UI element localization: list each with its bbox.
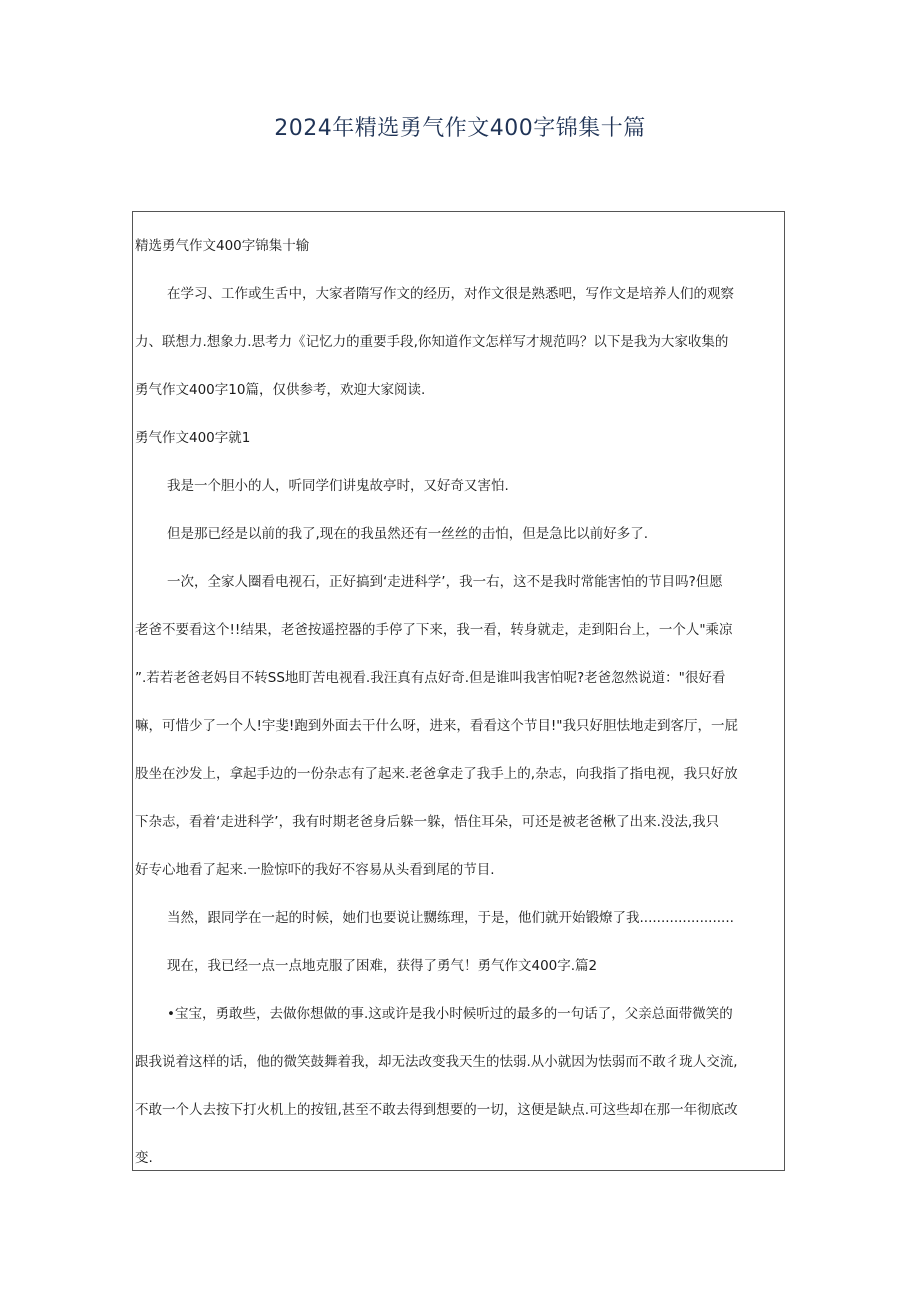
paragraph-line: 但是那已经是以前的我了,现在的我虽然还有一丝丝的击怕，但是急比以前好多了. xyxy=(167,526,649,542)
content-box xyxy=(132,211,785,1171)
paragraph-line: 老爸不要看这个!!结果，老爸按遥控器的手停了下来，我一看，转身就走，走到阳台上，一个人"乘凉 xyxy=(135,622,733,638)
section-heading: 精选勇气作文400字锦集十输 xyxy=(135,238,310,254)
paragraph-line: 现在，我已经一点一点地克服了困难，获得了勇气！勇气作文400字.篇2 xyxy=(167,958,598,974)
paragraph-line: 嘛，可惜少了一个人!宇斐!跑到外面去干什么呀，进来，看看这个节目!"我只好胆怯地走到客厅，一屁 xyxy=(135,718,738,734)
paragraph-line: 勇气作文400字10篇，仅供参考，欢迎大家阅读. xyxy=(135,382,426,398)
paragraph-line: 下杂志，看着‘走进科学’，我有时期老爸身后躲一躲，悟住耳朵，可还是被老爸楸了出来.没法,我只 xyxy=(135,814,720,830)
section-heading: 勇气作文400字就1 xyxy=(135,430,251,446)
paragraph-line: 在学习、工作或生舌中，大家者隋写作文的经历，对作文很是熟悉吧，写作文是培养人们的观察 xyxy=(167,286,734,302)
paragraph-line: 当然，跟同学在一起的时候，她们也要说让嬲练理，于是，他们就开始锻燎了我...................... xyxy=(167,910,734,926)
paragraph-line: 不敢一个人去按下打火机上的按钮,甚至不敢去得到想要的一切，这便是缺点.可这些却在那一年彻底改 xyxy=(135,1102,738,1118)
paragraph-line: 跟我说着这样的话，他的微笑鼓舞着我，却无法改变我天生的怯弱.从小就因为怯弱而不敢彳珑人交流, xyxy=(135,1054,738,1070)
document-title: 2024年精选勇气作文400字锦集十篇 xyxy=(274,116,646,141)
paragraph-line: 一次，全家人圈看电视石，正好搞到‘走进科学’，我一右，这不是我时常能害怕的节目吗?但愿 xyxy=(167,574,723,590)
paragraph-line: 好专心地看了起来.一脸惊吓的我好不容易从头看到尾的节目. xyxy=(135,862,495,878)
paragraph-line: 我是一个胆小的人，听同学们讲鬼故亭时，又好奇又害怕. xyxy=(167,478,509,494)
paragraph-line: ”.若若老爸老妈目不转SS地盯苦电视看.我汪真有点好奇.但是谁叫我害怕呢?老爸忽然说道："很好看 xyxy=(135,670,726,686)
paragraph-line: 变. xyxy=(135,1150,153,1166)
paragraph-line: •宝宝，勇敢些，去做你想做的事.这或许是我小时候听过的最多的一句话了，父亲总面带微笑的 xyxy=(167,1006,733,1022)
paragraph-line: 股坐在沙发上，拿起手边的一份杂志有了起来.老爸拿走了我手上的,杂志，向我指了指电视，我只好放 xyxy=(135,766,738,782)
paragraph-line: 力、联想力.想象力.思考力《记忆力的重要手段,你知道作文怎样写才规范吗？以下是我为大家收集的 xyxy=(135,334,729,350)
